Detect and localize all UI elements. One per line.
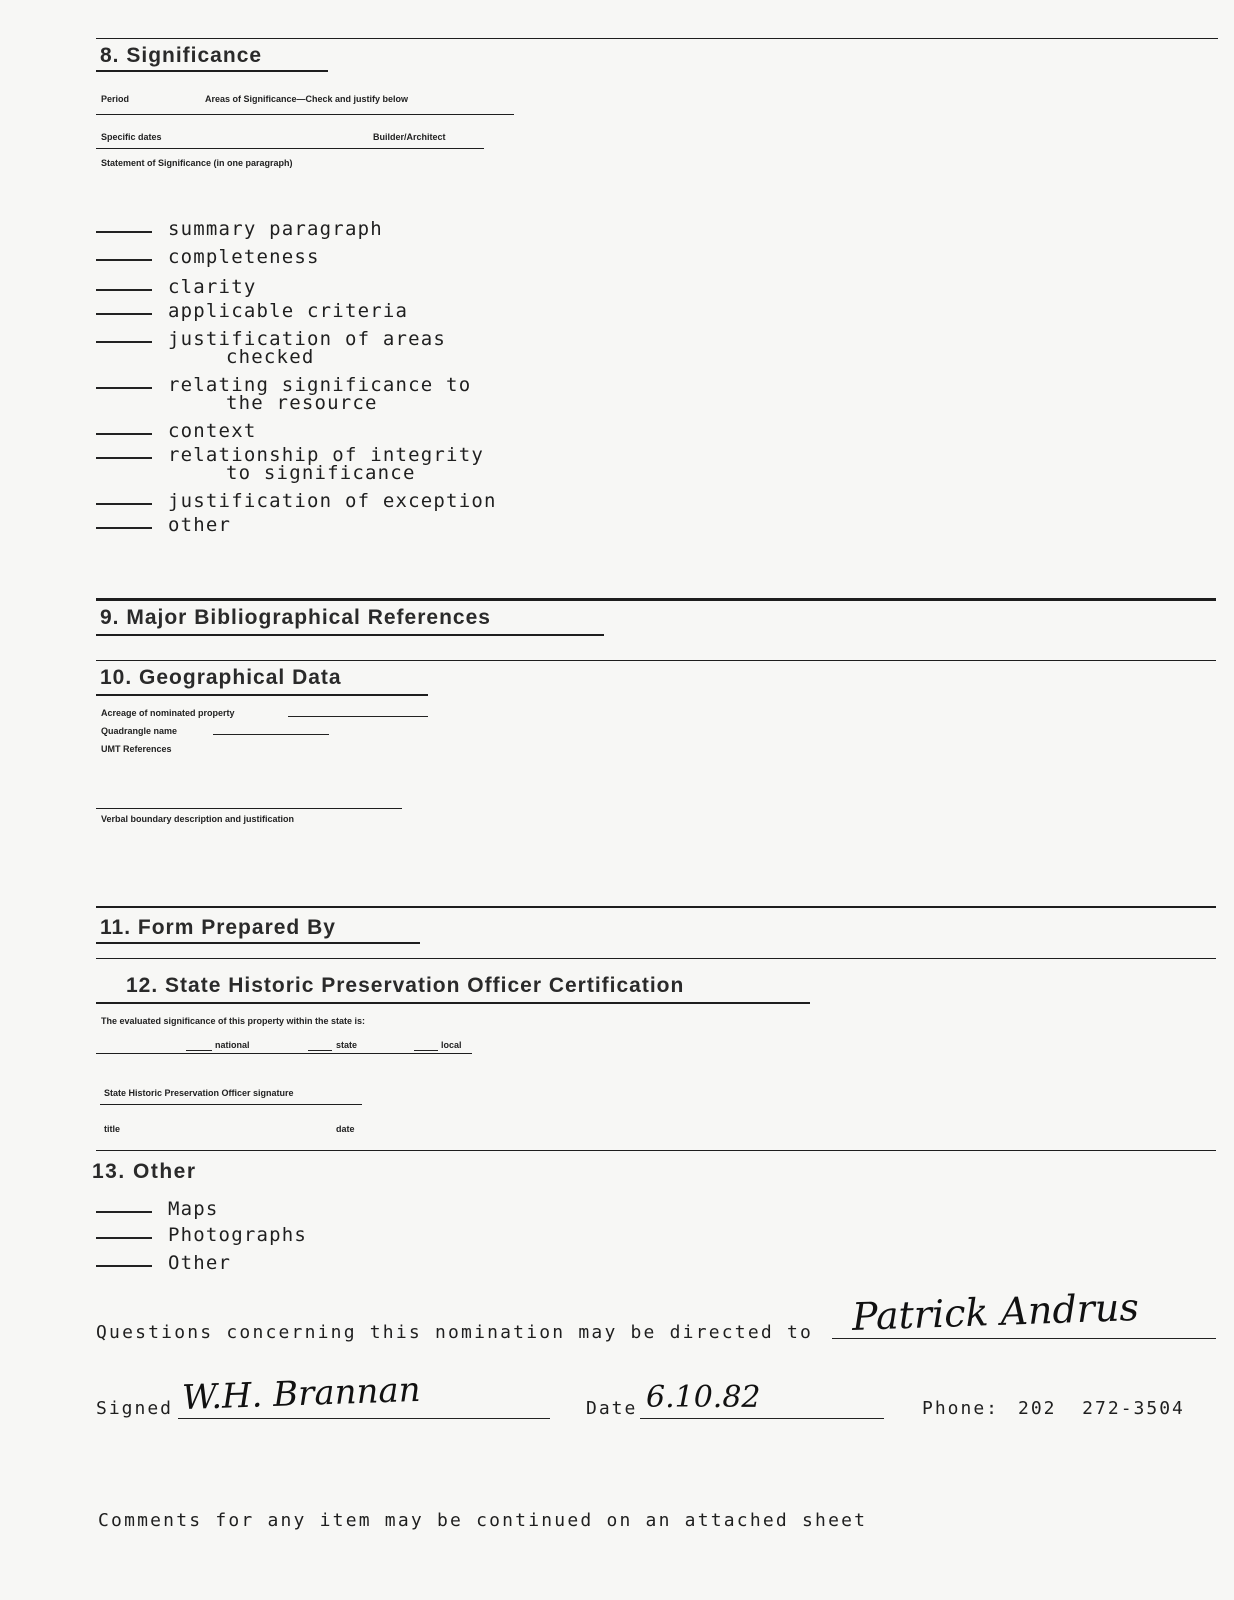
top-rule xyxy=(96,38,1218,39)
date-label: Date xyxy=(586,1398,638,1419)
other-item xyxy=(96,1252,231,1274)
checklist-label: relationship of integrity xyxy=(168,444,484,466)
questions-text: Questions concerning this nomination may be directed to xyxy=(96,1322,814,1343)
evaluated-label: The evaluated significance of this property within the state is: xyxy=(101,1016,366,1026)
check-blank[interactable] xyxy=(96,341,152,343)
section-8-title: 8. Significance xyxy=(100,44,263,67)
other-item xyxy=(96,1224,307,1246)
checklist-label-cont: checked xyxy=(226,346,315,368)
checklist-item xyxy=(96,328,446,368)
dates-rule xyxy=(96,148,484,149)
checklist-item xyxy=(96,246,320,268)
check-blank[interactable] xyxy=(96,1237,152,1239)
phone-value: 202 272-3504 xyxy=(1018,1398,1185,1419)
acreage-field[interactable] xyxy=(288,716,428,717)
section-10-underline xyxy=(96,694,428,696)
checklist-item xyxy=(96,444,484,484)
checklist-label: relating significance to xyxy=(168,374,472,396)
utm-label: UMT References xyxy=(101,744,172,754)
check-blank[interactable] xyxy=(96,289,152,291)
local-blank[interactable] xyxy=(414,1050,438,1051)
checklist-label: applicable criteria xyxy=(168,300,409,322)
areas-label: Areas of Significance—Check and justify below xyxy=(205,94,409,104)
section-8-underline xyxy=(96,70,328,72)
section-9-underline xyxy=(96,634,604,636)
phone-label: Phone: xyxy=(922,1398,1000,1419)
checklist-label: other xyxy=(168,514,232,536)
quadrangle-field[interactable] xyxy=(213,734,329,735)
section-12-underline xyxy=(96,1002,810,1004)
check-blank[interactable] xyxy=(96,1211,152,1213)
checklist-label-cont: to significance xyxy=(226,462,416,484)
section-10-top-rule xyxy=(96,660,1216,661)
checklist-label: justification of areas xyxy=(168,328,447,350)
checklist-item xyxy=(96,374,471,414)
section-13-title: 13. Other xyxy=(92,1160,197,1183)
shpo-signature-label: State Historic Preservation Officer signature xyxy=(104,1088,294,1098)
directed-to-signature: Patrick Andrus xyxy=(851,1285,1140,1339)
section-11-title: 11. Form Prepared By xyxy=(100,916,336,939)
period-rule xyxy=(96,114,514,115)
date-value: 6.10.82 xyxy=(646,1380,761,1415)
checklist-item xyxy=(96,490,497,512)
builder-architect-label: Builder/Architect xyxy=(373,132,446,142)
utm-rule xyxy=(96,808,402,809)
signed-signature: W.H. Brannan xyxy=(181,1369,422,1419)
state-label: state xyxy=(336,1040,358,1050)
check-blank[interactable] xyxy=(96,1265,152,1267)
national-blank[interactable] xyxy=(186,1050,212,1051)
statement-label: Statement of Significance (in one paragraph) xyxy=(101,158,293,168)
section-13-top-rule xyxy=(96,1150,1216,1151)
check-blank[interactable] xyxy=(96,259,152,261)
checklist-item xyxy=(96,420,256,442)
section-10-title: 10. Geographical Data xyxy=(100,666,342,689)
quadrangle-label: Quadrangle name xyxy=(101,726,178,736)
section-11-top-rule xyxy=(96,906,1216,908)
checklist-label-cont: the resource xyxy=(226,392,378,414)
acreage-label: Acreage of nominated property xyxy=(101,708,235,718)
other-item-label: Other xyxy=(168,1252,232,1274)
state-blank[interactable] xyxy=(308,1050,332,1051)
specific-dates-label: Specific dates xyxy=(101,132,162,142)
check-blank[interactable] xyxy=(96,503,152,505)
checklist-item xyxy=(96,514,231,536)
other-item-label: Photographs xyxy=(168,1224,308,1246)
checklist-item xyxy=(96,276,256,298)
check-blank[interactable] xyxy=(96,313,152,315)
date-field[interactable] xyxy=(640,1418,884,1419)
section-9-top-rule xyxy=(96,598,1216,601)
evaluated-rule xyxy=(96,1053,472,1054)
section-11-underline xyxy=(96,942,420,944)
directed-to-field[interactable] xyxy=(832,1338,1216,1339)
check-blank[interactable] xyxy=(96,527,152,529)
section-12-top-rule xyxy=(96,958,1216,959)
title-label: title xyxy=(104,1124,121,1134)
other-item-label: Maps xyxy=(168,1198,219,1220)
date-label-12: date xyxy=(336,1124,355,1134)
verbal-boundary-label: Verbal boundary description and justification xyxy=(101,814,295,824)
checklist-label: context xyxy=(168,420,257,442)
checklist-label: justification of exception xyxy=(168,490,497,512)
checklist-label: summary paragraph xyxy=(168,218,383,240)
signature-rule xyxy=(100,1104,362,1105)
check-blank[interactable] xyxy=(96,433,152,435)
national-label: national xyxy=(215,1040,250,1050)
check-blank[interactable] xyxy=(96,387,152,389)
checklist-label: clarity xyxy=(168,276,257,298)
checklist-item xyxy=(96,218,383,240)
checklist-item xyxy=(96,300,408,322)
section-12-title: 12. State Historic Preservation Officer Certification xyxy=(126,974,685,997)
check-blank[interactable] xyxy=(96,231,152,233)
comments-text: Comments for any item may be continued on an attached sheet xyxy=(98,1510,868,1531)
checklist-label: completeness xyxy=(168,246,320,268)
section-9-title: 9. Major Bibliographical References xyxy=(100,606,491,629)
period-label: Period xyxy=(101,94,130,104)
local-label: local xyxy=(441,1040,462,1050)
check-blank[interactable] xyxy=(96,457,152,459)
signed-label: Signed xyxy=(96,1398,174,1419)
signed-field[interactable] xyxy=(178,1418,550,1419)
other-item xyxy=(96,1198,219,1220)
